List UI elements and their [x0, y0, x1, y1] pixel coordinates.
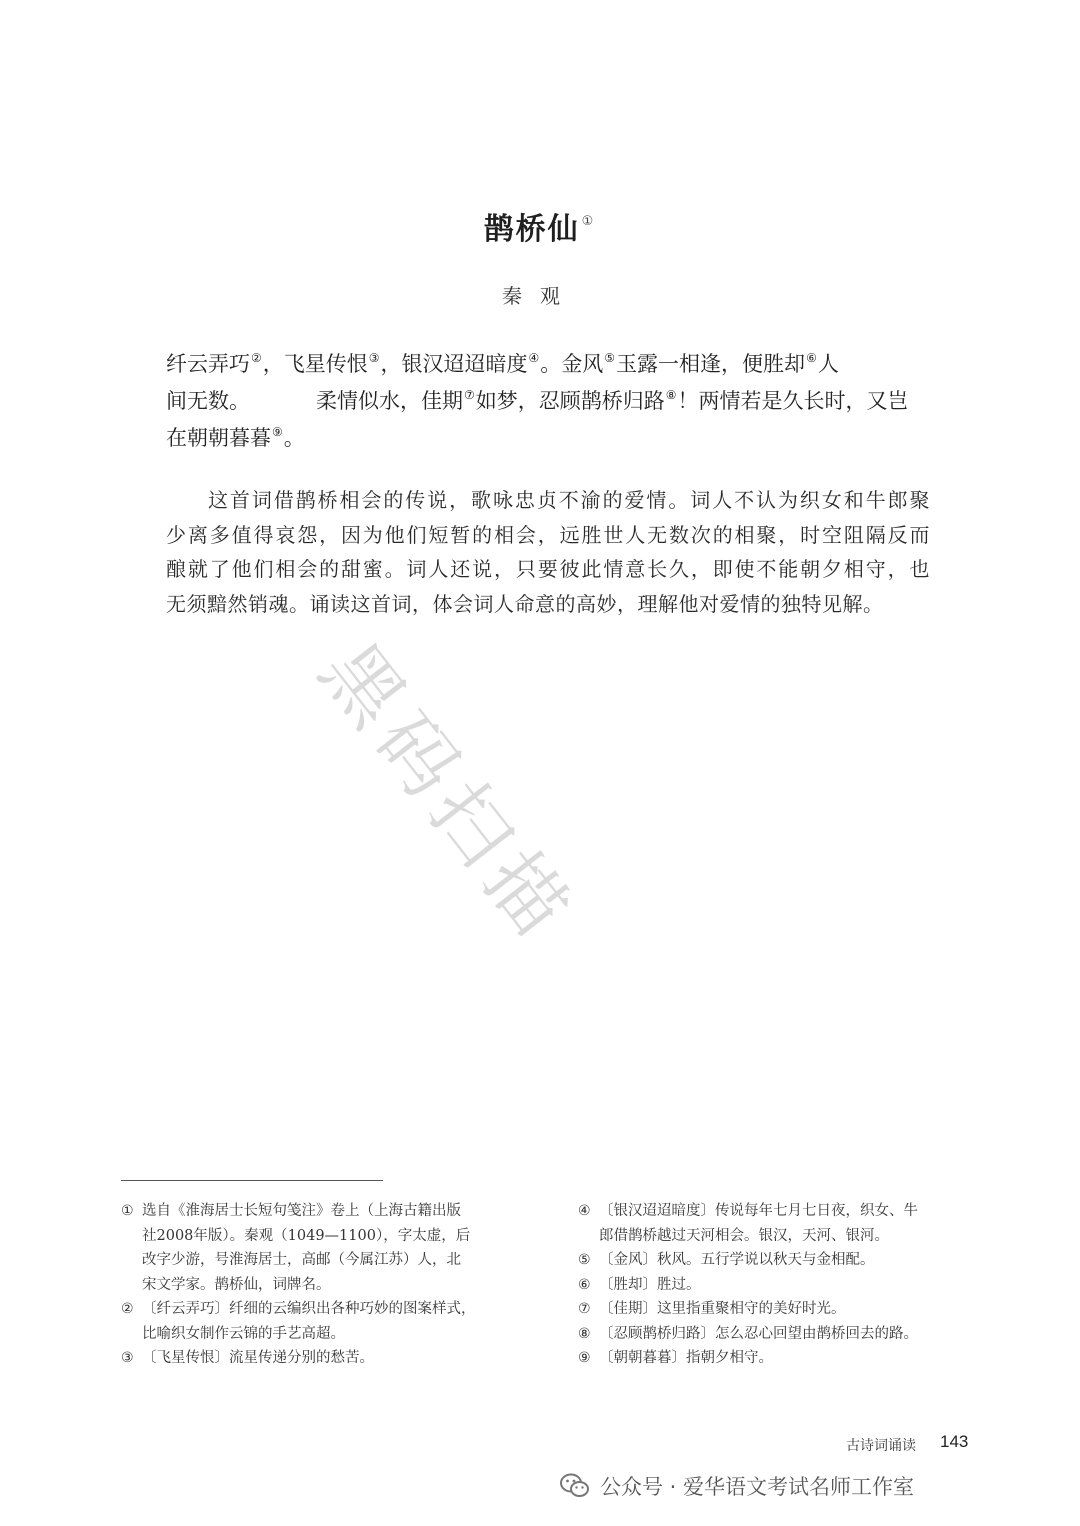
- intro-line: 无须黯然销魂。诵读这首词，体会词人命意的高妙，理解他对爱情的独特见解。: [166, 591, 884, 616]
- footnote-3: ③ 〔飞星传恨〕流星传递分别的愁苦。: [121, 1350, 374, 1366]
- poem-title: 鹊桥仙 ①: [483, 212, 596, 247]
- wechat-account-text: 公众号 · 爱华语文考试名师工作室: [600, 1475, 915, 1499]
- intro-paragraph: [166, 483, 930, 621]
- poem-line-3: 在朝朝暮暮⑨。: [166, 425, 305, 450]
- poem-body: [166, 343, 930, 454]
- footnotes-right-column: [578, 1199, 988, 1371]
- poem-line-1: 纤云弄巧②，飞星传恨③，银汉迢迢暗度④。金风⑤玉露一相逢，便胜却⑥人: [166, 351, 839, 376]
- footnotes-left-column: [121, 1199, 531, 1371]
- poem-line-2: 间无数。 柔情似水，佳期⑦如梦，忍顾鹊桥归路⑧！两情若是久长时，又岂: [166, 388, 909, 413]
- footnote-divider: [121, 1180, 383, 1181]
- footnote-9: ⑨ 〔朝朝暮暮〕指朝夕相守。: [578, 1350, 773, 1366]
- footnote-7: ⑦ 〔佳期〕这里指重聚相守的美好时光。: [578, 1301, 846, 1317]
- intro-line: 这首词借鹊桥相会的传说，歌咏忠贞不渝的爱情。词人不认为织女和牛郎聚: [208, 488, 930, 512]
- footnote-4: ④ 〔银汉迢迢暗度〕传说每年七月七日夜，织女、牛 郎借鹊桥越过天河相会。银汉，天河、银河。: [578, 1203, 918, 1244]
- title-footnote-marker: ①: [581, 214, 596, 229]
- footnote-5: ⑤ 〔金风〕秋风。五行学说以秋天与金相配。: [578, 1252, 875, 1268]
- author-name: 秦观: [502, 284, 578, 308]
- footnote-1: ① 选自《淮海居士长短句笺注》卷上（上海古籍出版 社2008年版）。秦观（1049—1100），字太虚，后 改字少游，号淮海居士，高邮（今属江苏）人，北 宋文学家。鹊桥仙，词牌名。: [121, 1203, 471, 1293]
- page-number: 143: [940, 1432, 969, 1451]
- wechat-icon: [560, 1473, 590, 1499]
- footnote-6: ⑥ 〔胜却〕胜过。: [578, 1276, 701, 1293]
- intro-line: 酿就了他们相会的甜蜜。词人还说，只要彼此情意长久，即使不能朝夕相守，也: [166, 557, 930, 581]
- footnote-2: ② 〔纤云弄巧〕纤细的云编织出各种巧妙的图案样式， 比喻织女制作云锦的手艺高超。: [121, 1301, 476, 1342]
- footnote-8: ⑧ 〔忍顾鹊桥归路〕怎么忍心回望由鹊桥回去的路。: [578, 1325, 918, 1342]
- wechat-account-watermark: [560, 1466, 914, 1506]
- scan-watermark: 黑码扫描: [302, 627, 591, 960]
- section-label: 古诗词诵读: [846, 1438, 916, 1454]
- intro-line: 少离多值得哀怨，因为他们短暂的相会，远胜世人无数次的相聚，时空阻隔反而: [166, 522, 930, 547]
